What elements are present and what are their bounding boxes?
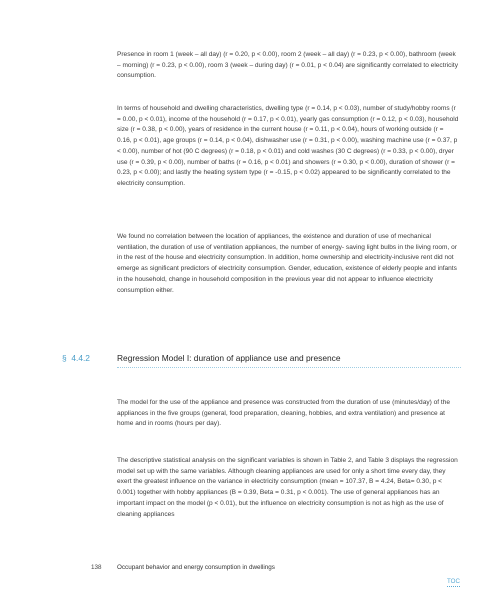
section-symbol: § xyxy=(62,353,67,363)
running-title: Occupant behavior and energy consumption in dwellings xyxy=(117,564,275,571)
section-number-value: 4.4.2 xyxy=(71,353,90,363)
toc-link[interactable]: TOC xyxy=(447,578,460,585)
paragraph-no-correlation: We found no correlation between the location of appliances, the existence and duration of use of mechanical ventilation, the duration of use of ventilation appliances, the number of energy- saving light bulbs in the living room, or in the rest of the house and electricity consumption. In addition, home ownership and electricity-inclusive rent did not emerge as significant predictors of electricity consumption. Gender, education, existence of elderly people and infants in the household, change in household composition in the previous year did not appear to influence electricity consumption either. xyxy=(117,233,457,294)
paragraph-model-construction: The model for the use of the appliance and presence was constructed from the duration of use (minutes/day) of the appliances in the five groups (general, food preparation, cleaning, hobbies, and extra ventilation) and presence at home and in rooms (hours per day). xyxy=(117,399,450,428)
section-divider xyxy=(117,367,461,368)
paragraph-descriptive-analysis: The descriptive statistical analysis on the significant variables is shown in Table 2, and Table 3 displays the regression model set up with the same variables. Although cleaning appliances are used for only a short time every day, they exert the greatest influence on the variance in electricity consumption (mean = 107.37, B = 4.24, Beta= 0.30, p < 0.001) together with hobby appliances (B = 0.39, Beta = 0.31, p < 0.001). The use of general appliances has an important impact on the model (p < 0.01), but the influence on electricity consumption is not as high as the use of cleaning appliances xyxy=(117,457,458,518)
paragraph-presence-correlations: Presence in room 1 (week – all day) (r = 0.20, p < 0.00), room 2 (week – all day) (r = 0.23, p < 0.00), bathroom (week – morning) (r = 0.23, p < 0.00), room 3 (week – during day) (r = 0.01, p < 0.04) are significantly correlated to electricity consumption. xyxy=(117,51,458,80)
page-number: 138 xyxy=(91,564,102,571)
section-number xyxy=(62,353,90,363)
paragraph-household-characteristics: In terms of household and dwelling characteristics, dwelling type (r = 0.14, p < 0.03), number of study/hobby rooms (r = 0.00, p < 0.01), income of the household (r = 0.17, p < 0.01), yearly gas consumption (r = 0.12, p < 0.03), household size (r = 0.38, p < 0.00), years of residence in the current house (r = 0.11, p < 0.04), hours of working outside (r = 0.16, p < 0.01), age groups (r = 0.14, p < 0.04), dishwasher use (r = 0.31, p < 0.00), washing machine use (r = 0.37, p < 0.00), number of hot (90 C degrees) (r = 0.18, p < 0.01) and cold washes (30 C degrees) (r = 0.33, p < 0.00), dryer use (r = 0.39, p < 0.00), number of baths (r = 0.16, p < 0.01) and showers (r = 0.30, p < 0.00), duration of shower (r = 0.23, p < 0.00); and lastly the heating system type (r = -0.15, p < 0.02) appeared to be significantly correlated to the electricity consumption. xyxy=(117,105,459,187)
section-title: Regression Model I: duration of appliance use and presence xyxy=(117,353,341,363)
